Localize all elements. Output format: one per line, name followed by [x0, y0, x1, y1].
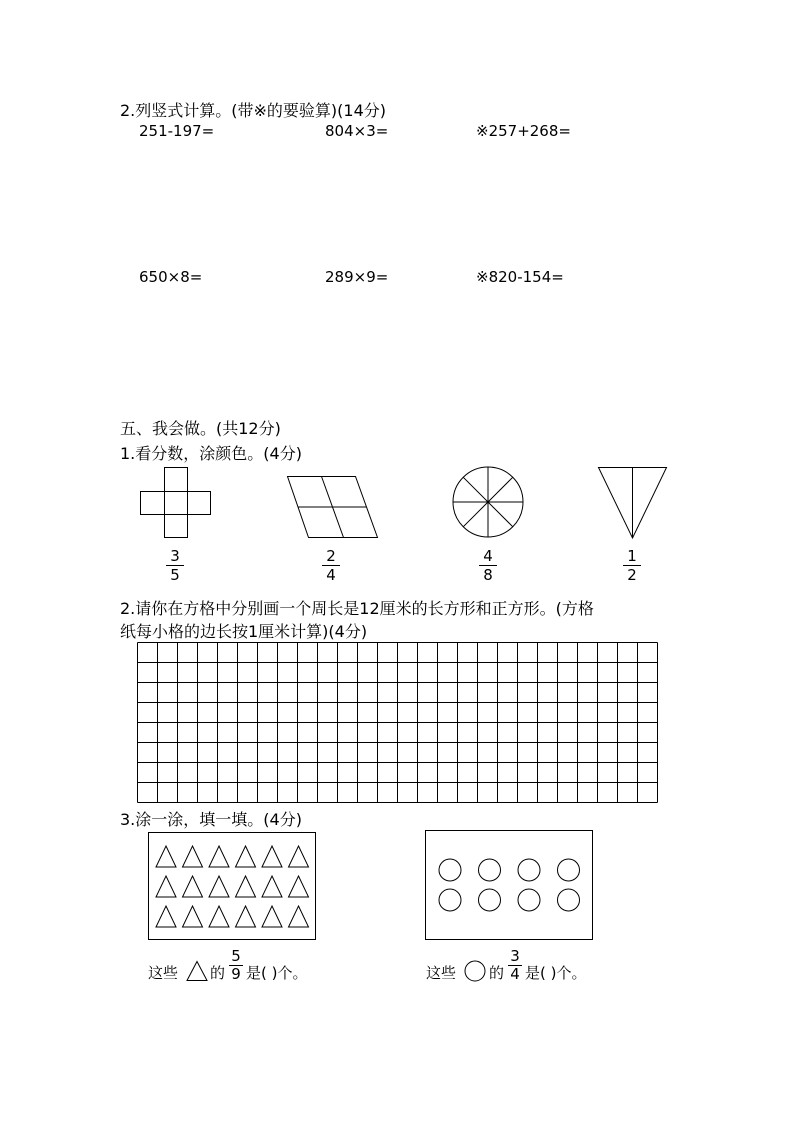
- question-2-title: 2.列竖式计算。(带※的要验算)(14分): [120, 101, 387, 120]
- fraction-denominator: 2: [627, 566, 637, 584]
- triangle-icon: [186, 960, 208, 982]
- grid-paper[interactable]: [137, 642, 658, 803]
- fraction-numerator: 3: [510, 947, 520, 965]
- triangle-icon[interactable]: [289, 906, 309, 927]
- triangle-icon[interactable]: [262, 906, 282, 927]
- fraction-1-2: [623, 548, 641, 583]
- fraction-numerator: 4: [483, 547, 493, 565]
- problem-6: ※820-154=: [476, 268, 564, 286]
- fill-in-right-suffix: 是( )个。: [525, 964, 587, 982]
- triangle-icon[interactable]: [156, 846, 176, 867]
- section-5-title: 五、我会做。(共12分): [120, 419, 281, 438]
- question-2-line-1: 2.请你在方格中分别画一个周长是12厘米的长方形和正方形。(方格: [120, 599, 594, 618]
- fraction-denominator: 4: [510, 965, 520, 983]
- problem-3: ※257+268=: [476, 122, 571, 140]
- circle-icon[interactable]: [558, 859, 580, 881]
- fraction-4-8: [479, 548, 497, 583]
- problem-1: 251-197=: [139, 122, 215, 140]
- triangle-icon[interactable]: [183, 906, 203, 927]
- triangle-icon[interactable]: [209, 876, 229, 897]
- fraction-3-5: [166, 548, 184, 583]
- circle-icon[interactable]: [439, 859, 461, 881]
- triangle-icon[interactable]: [209, 846, 229, 867]
- triangle-icon[interactable]: [156, 906, 176, 927]
- fraction-numerator: 5: [231, 947, 241, 965]
- fraction-denominator: 4: [326, 566, 336, 584]
- fill-in-right-mid: 的: [489, 964, 505, 982]
- triangle-icon[interactable]: [183, 846, 203, 867]
- circle-icon[interactable]: [518, 889, 540, 911]
- triangle-icon[interactable]: [183, 876, 203, 897]
- fraction-denominator: 9: [231, 965, 241, 983]
- triangles-box: [148, 832, 316, 940]
- fraction-numerator: 3: [170, 547, 180, 565]
- triangle-icon[interactable]: [262, 846, 282, 867]
- fraction-denominator: 5: [170, 566, 180, 584]
- triangle-icon[interactable]: [156, 876, 176, 897]
- question-1-title: 1.看分数，涂颜色。(4分): [120, 444, 302, 463]
- fill-in-right-prefix: 这些: [426, 964, 457, 982]
- triangle-icon[interactable]: [236, 906, 256, 927]
- answer-blank-left[interactable]: [274, 958, 332, 982]
- triangle-icon[interactable]: [289, 876, 309, 897]
- problem-2: 804×3=: [325, 122, 389, 140]
- fraction-3-4: [508, 949, 522, 982]
- fraction-5-9: [229, 949, 243, 982]
- fill-in-left-prefix: 这些: [148, 964, 179, 982]
- circle-icon[interactable]: [518, 859, 540, 881]
- fraction-denominator: 8: [483, 566, 493, 584]
- circle-icon: [464, 960, 486, 982]
- circle-icon[interactable]: [479, 889, 501, 911]
- triangle-icon[interactable]: [209, 906, 229, 927]
- circle-icon[interactable]: [439, 889, 461, 911]
- box-frame: [426, 831, 593, 940]
- fill-in-left-suffix: 是( )个。: [246, 964, 308, 982]
- fraction-2-4: [322, 548, 340, 583]
- fraction-numerator: 2: [326, 547, 336, 565]
- triangle-icon[interactable]: [236, 876, 256, 897]
- triangle-icon[interactable]: [236, 846, 256, 867]
- circle-icon[interactable]: [479, 859, 501, 881]
- question-2-line-2: 纸每小格的边长按1厘米计算)(4分): [120, 622, 368, 641]
- problem-5: 289×9=: [325, 268, 389, 286]
- triangle-icon[interactable]: [289, 846, 309, 867]
- circles-box: [425, 830, 593, 940]
- triangle-icon[interactable]: [262, 876, 282, 897]
- question-3-title: 3.涂一涂，填一填。(4分): [120, 810, 302, 829]
- fraction-numerator: 1: [627, 547, 637, 565]
- problem-4: 650×8=: [139, 268, 203, 286]
- answer-blank-right[interactable]: [553, 958, 611, 982]
- circle-icon[interactable]: [558, 889, 580, 911]
- fill-in-left-mid: 的: [210, 964, 226, 982]
